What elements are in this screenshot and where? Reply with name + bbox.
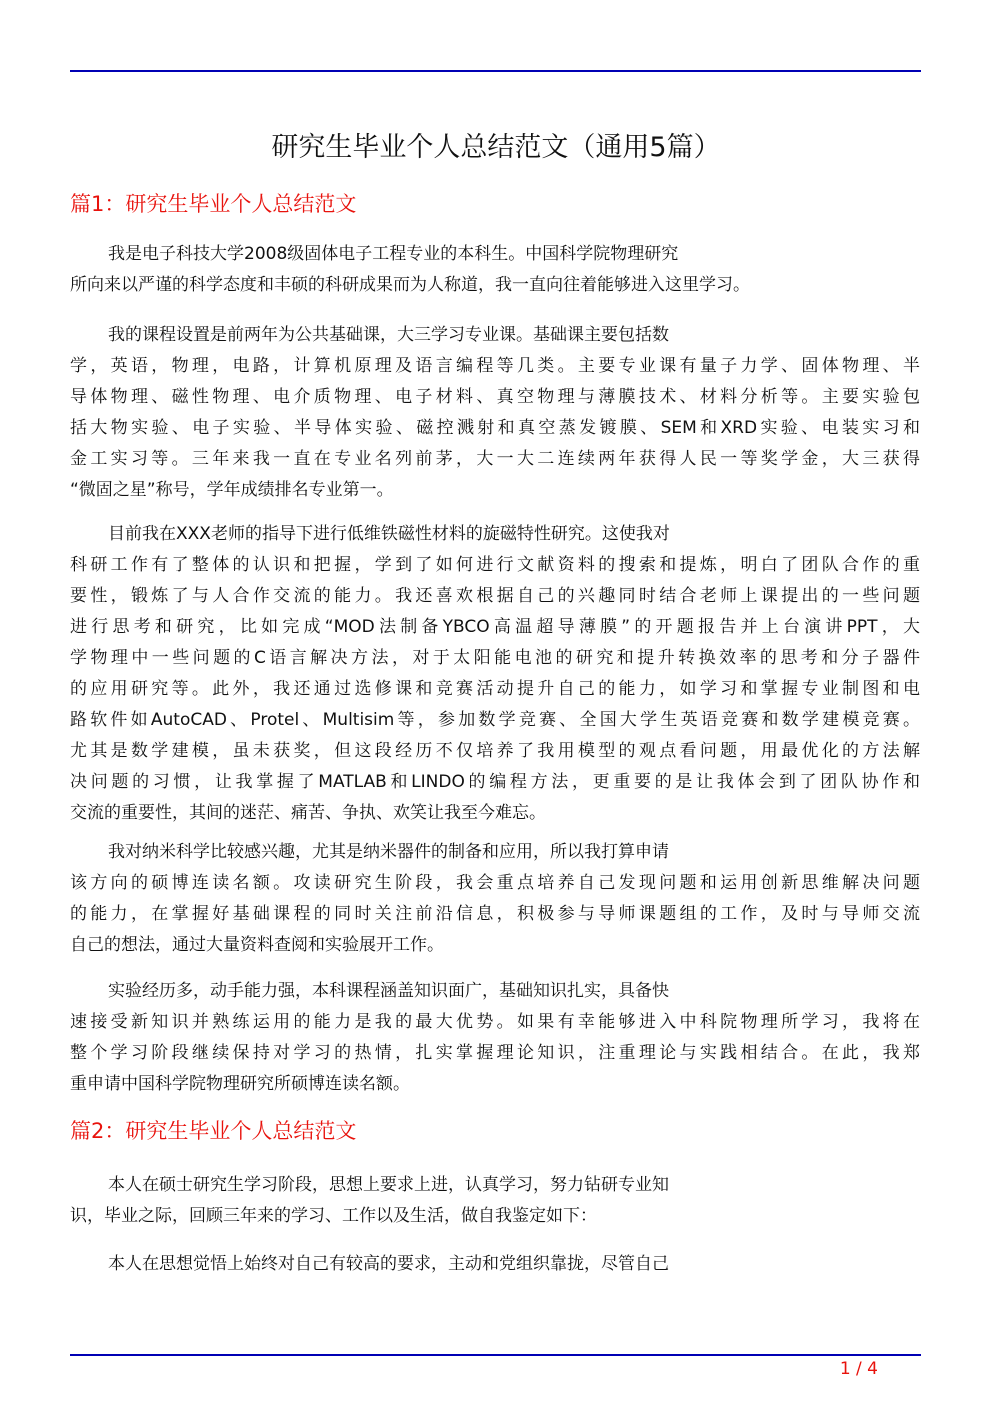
text-line: “微固之星”称号，学年成绩排名专业第一。 <box>70 480 394 500</box>
paragraph <box>70 239 920 301</box>
text-line: 科研工作有了整体的认识和把握，学到了如何进行文献资料的搜索和提炼，明白了团队合作的重 <box>70 555 920 575</box>
paragraph <box>70 1249 920 1280</box>
text-line: 本人在硕士研究生学习阶段，思想上要求上进，认真学习，努力钻研专业知 <box>108 1175 669 1195</box>
text-line: 的应用研究等。此外，我还通过选修课和竞赛活动提升自己的能力，如学习和掌握专业制图和电 <box>70 679 920 699</box>
text-line: 进行思考和研究，比如完成“MOD法制备YBCO高温超导薄膜”的开题报告并上台演讲PPT，大 <box>70 617 920 637</box>
text-line: 路软件如AutoCAD、Protel、Multisim等，参加数学竞赛、全国大学生英语竞赛和数学建模竞赛。 <box>70 710 920 730</box>
section-heading: 篇1：研究生毕业个人总结范文 <box>70 192 357 216</box>
text-line: 要性，锻炼了与人合作交流的能力。我还喜欢根据自己的兴趣同时结合老师上课提出的一些问题 <box>70 586 920 606</box>
text-line: 学物理中一些问题的C语言解决方法，对于太阳能电池的研究和提升转换效率的思考和分子器件 <box>70 648 920 668</box>
text-line: 目前我在XXX老师的指导下进行低维铁磁性材料的旋磁特性研究。这使我对 <box>108 524 670 544</box>
text-line: 重申请中国科学院物理研究所硕博连读名额。 <box>70 1074 410 1094</box>
text-line: 本人在思想觉悟上始终对自己有较高的要求，主动和党组织靠拢，尽管自己 <box>108 1254 669 1274</box>
text-line: 导体物理、磁性物理、电介质物理、电子材料、真空物理与薄膜技术、材料分析等。主要实验包 <box>70 387 920 407</box>
text-line: 的能力，在掌握好基础课程的同时关注前沿信息，积极参与导师课题组的工作，及时与导师交流 <box>70 904 920 924</box>
section-heading: 篇2：研究生毕业个人总结范文 <box>70 1119 357 1143</box>
text-line: 自己的想法，通过大量资料查阅和实验展开工作。 <box>70 935 444 955</box>
document-title: 研究生毕业个人总结范文（通用5篇） <box>271 132 721 163</box>
header-rule <box>70 70 921 72</box>
paragraph <box>70 320 920 506</box>
text-line: 识，毕业之际，回顾三年来的学习、工作以及生活，做自我鉴定如下： <box>70 1206 597 1226</box>
text-line: 交流的重要性，其间的迷茫、痛苦、争执、欢笑让我至今难忘。 <box>70 803 546 823</box>
text-line: 我是电子科技大学2008级固体电子工程专业的本科生。中国科学院物理研究 <box>108 244 679 264</box>
text-line: 决问题的习惯，让我掌握了MATLAB和LINDO的编程方法，更重要的是让我体会到了团队协作和 <box>70 772 920 792</box>
paragraph <box>70 1170 920 1232</box>
text-line: 整个学习阶段继续保持对学习的热情，扎实掌握理论知识，注重理论与实践相结合。在此，我郑 <box>70 1043 920 1063</box>
page-number: 1 / 4 <box>839 1359 878 1379</box>
paragraph <box>70 519 920 829</box>
text-line: 学，英语，物理，电路，计算机原理及语言编程等几类。主要专业课有量子力学、固体物理、半 <box>70 356 920 376</box>
text-line: 我的课程设置是前两年为公共基础课，大三学习专业课。基础课主要包括数 <box>108 325 669 345</box>
text-line: 括大物实验、电子实验、半导体实验、磁控溅射和真空蒸发镀膜、SEM和XRD实验、电装实习和 <box>70 418 920 438</box>
text-line: 尤其是数学建模，虽未获奖，但这段经历不仅培养了我用模型的观点看问题，用最优化的方法解 <box>70 741 920 761</box>
text-line: 所向来以严谨的科学态度和丰硕的科研成果而为人称道，我一直向往着能够进入这里学习。 <box>70 275 750 295</box>
text-line: 我对纳米科学比较感兴趣，尤其是纳米器件的制备和应用，所以我打算申请 <box>108 842 669 862</box>
text-line: 金工实习等。三年来我一直在专业名列前茅，大一大二连续两年获得人民一等奖学金，大三获得 <box>70 449 920 469</box>
footer-rule <box>70 1354 921 1356</box>
text-line: 实验经历多，动手能力强，本科课程涵盖知识面广，基础知识扎实，具备快 <box>108 981 669 1001</box>
text-line: 速接受新知识并熟练运用的能力是我的最大优势。如果有幸能够进入中科院物理所学习，我将在 <box>70 1012 920 1032</box>
text-line: 该方向的硕博连读名额。攻读研究生阶段，我会重点培养自己发现问题和运用创新思维解决问题 <box>70 873 920 893</box>
paragraph <box>70 837 920 961</box>
paragraph <box>70 976 920 1100</box>
